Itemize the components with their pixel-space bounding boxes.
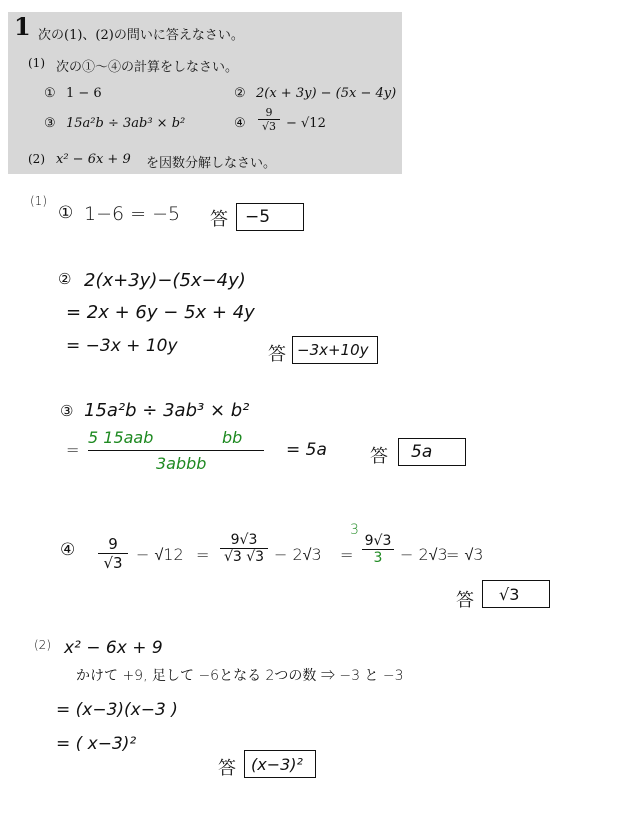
s3-numerator-cancel: 5 15aab (88, 428, 154, 447)
s4-eq3: = √3 (446, 545, 484, 564)
problem-instruction: 次の(1)、(2)の問いに答えなさい。 (38, 28, 244, 43)
q3-expression: 15a²b ÷ 3ab³ × b² (66, 116, 186, 131)
q4-denominator: √3 (258, 119, 280, 133)
s4-green-3: 3 (350, 522, 359, 538)
q4-numerator: 9 (265, 106, 273, 119)
s3-answer-label: 答 (370, 446, 388, 467)
s4-f2-bottom: √3 √3 (220, 548, 268, 565)
part1-label: (1) (28, 56, 45, 70)
q4-fraction (258, 106, 280, 133)
q2-number: ② (234, 86, 246, 101)
s4-eq1: = (196, 545, 210, 564)
q2-expression: 2(x + 3y) − (5x − 4y) (256, 86, 397, 101)
part2-label: (2) (28, 152, 45, 166)
problem-statement (8, 12, 402, 174)
s3-result: = 5a (286, 440, 327, 460)
s4-fraction1 (98, 535, 128, 572)
s4-minus3: − 2√3 (400, 545, 448, 564)
p2-answer-box (244, 750, 316, 778)
s4-f2-top: 9√3 (230, 532, 258, 548)
p2-line3: = ( x−3)² (56, 734, 137, 754)
part1-text: 次の①～④の計算をしなさい。 (56, 60, 239, 75)
s3-fraction-bar (88, 450, 264, 451)
s3-numerator-cancel-b: bb (222, 428, 243, 447)
s1-number: ① (58, 203, 74, 223)
p2-label: (2) (34, 638, 51, 652)
s2-number: ② (58, 270, 72, 288)
q4-rest: − √12 (286, 116, 326, 131)
s3-answer-box (398, 438, 466, 466)
q4-number: ④ (234, 116, 246, 131)
q1-expression: 1 − 6 (66, 86, 102, 101)
s2-answer: −3x+10y (297, 341, 369, 359)
s4-f3-bottom: 3 (362, 549, 394, 566)
s3-equals: = (66, 440, 80, 459)
problem-number: 1 (14, 12, 31, 41)
s4-f1-top: 9 (108, 535, 118, 553)
part2-expression: x² − 6x + 9 (56, 152, 131, 167)
s4-f3-top: 9√3 (364, 533, 392, 549)
s3-denominator-cancel: 3abbb (156, 454, 207, 473)
s1-answer: −5 (245, 207, 271, 227)
s4-answer: √3 (499, 584, 520, 604)
s4-number: ④ (60, 540, 76, 560)
work-part1-label: (1) (30, 194, 47, 208)
p2-line1: x² − 6x + 9 (64, 638, 163, 658)
s4-f1-bottom: √3 (98, 553, 128, 572)
s3-line1: 15a²b ÷ 3ab³ × b² (84, 400, 250, 421)
s4-minus1: − √12 (136, 545, 184, 564)
s1-line: 1−6 = −5 (84, 203, 181, 225)
p2-note: かけて +9, 足して −6となる 2つの数 ⇒ −3 と −3 (76, 668, 404, 684)
q1-number: ① (44, 86, 56, 101)
s4-minus2: − 2√3 (274, 545, 322, 564)
s2-answer-label: 答 (268, 344, 286, 365)
s1-answer-box (236, 203, 304, 231)
s1-answer-label: 答 (210, 209, 228, 230)
s2-line2: = 2x + 6y − 5x + 4y (66, 302, 255, 323)
s4-answer-box (482, 580, 550, 608)
p2-line2: = (x−3)(x−3 ) (56, 700, 178, 720)
s4-answer-label: 答 (456, 590, 474, 611)
p2-answer-label: 答 (218, 758, 236, 779)
s2-line3: = −3x + 10y (66, 336, 178, 356)
part2-text: を因数分解しなさい。 (146, 156, 277, 171)
p2-answer: (x−3)² (251, 754, 303, 774)
q3-number: ③ (44, 116, 56, 131)
s3-answer: 5a (411, 442, 433, 462)
s4-fraction3 (362, 533, 394, 566)
s2-answer-box (292, 336, 378, 364)
s3-number: ③ (60, 402, 74, 420)
s4-eq2: = (340, 545, 354, 564)
s4-fraction2 (220, 532, 268, 565)
s2-line1: 2(x+3y)−(5x−4y) (84, 270, 246, 291)
